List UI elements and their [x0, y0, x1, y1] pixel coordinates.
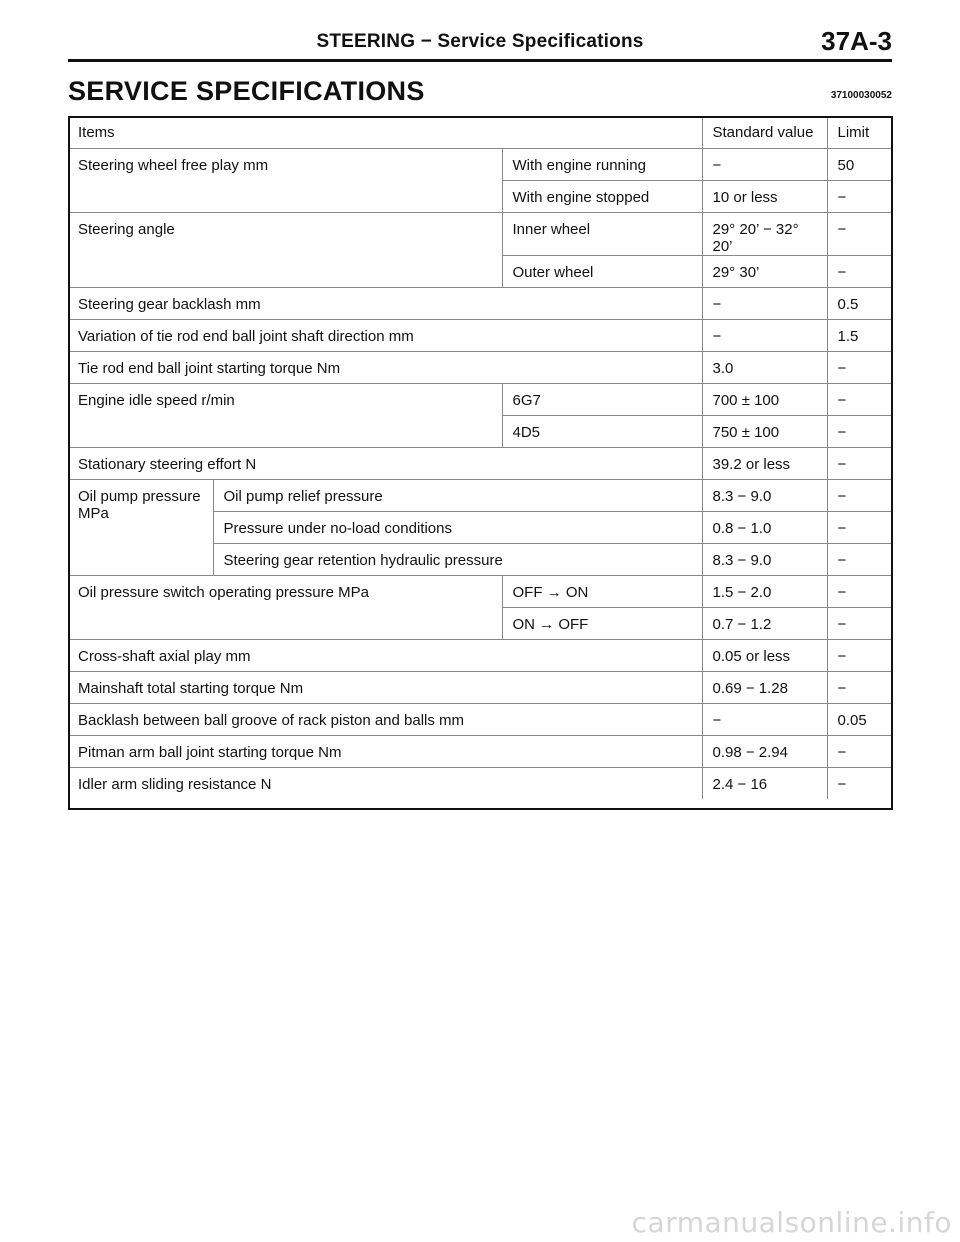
item-cell: Oil pump relief pressure [213, 479, 702, 511]
limit-cell: − [827, 180, 893, 212]
item-cell: Pressure under no-load conditions [213, 511, 702, 543]
limit-cell: − [827, 447, 893, 479]
limit-cell: 0.05 [827, 703, 893, 735]
item-cell: Mainshaft total starting torque Nm [68, 671, 702, 703]
condition-cell: 6G7 [502, 383, 702, 415]
table-row [68, 212, 893, 255]
standard-cell: 39.2 or less [702, 447, 827, 479]
standard-cell: 29° 20’ − 32° 20’ [702, 212, 827, 255]
limit-cell: − [827, 383, 893, 415]
table-row [68, 383, 893, 415]
limit-cell: 50 [827, 148, 893, 180]
limit-cell: − [827, 575, 893, 607]
standard-cell: 29° 30’ [702, 255, 827, 287]
limit-cell: − [827, 255, 893, 287]
limit-cell: − [827, 735, 893, 767]
table-row [68, 351, 893, 383]
condition-cell: 4D5 [502, 415, 702, 447]
table-row [68, 735, 893, 767]
header-items: Items [78, 124, 115, 141]
table-header-row [68, 116, 893, 148]
item-cell: Tie rod end ball joint starting torque Nm [68, 351, 702, 383]
condition-cell: With engine running [502, 148, 702, 180]
standard-cell: − [702, 287, 827, 319]
standard-cell: 8.3 − 9.0 [702, 543, 827, 575]
page-number: 37A-3 [821, 26, 892, 56]
limit-cell: − [827, 351, 893, 383]
table-row [68, 575, 893, 607]
standard-cell: 0.8 − 1.0 [702, 511, 827, 543]
standard-cell: 10 or less [702, 180, 827, 212]
table-row [68, 447, 893, 479]
table-row [68, 148, 893, 180]
condition-cell: OFF → ON [502, 575, 702, 607]
limit-cell: − [827, 511, 893, 543]
item-cell: Oil pressure switch operating pressure MPa [68, 575, 502, 639]
item-cell: Steering angle [68, 212, 502, 287]
standard-cell: 8.3 − 9.0 [702, 479, 827, 511]
item-cell: Idler arm sliding resistance N [68, 767, 702, 799]
table-row [68, 703, 893, 735]
limit-cell: − [827, 607, 893, 639]
header-standard-value: Standard value [702, 116, 827, 148]
condition-cell: Outer wheel [502, 255, 702, 287]
item-cell: Steering wheel free play mm [68, 148, 502, 212]
standard-cell: 700 ± 100 [702, 383, 827, 415]
standard-cell: 3.0 [702, 351, 827, 383]
section-title: SERVICE SPECIFICATIONS [68, 76, 425, 106]
item-cell: Steering gear backlash mm [68, 287, 702, 319]
limit-cell: − [827, 767, 893, 799]
item-cell: Pitman arm ball joint starting torque Nm [68, 735, 702, 767]
table-row [68, 319, 893, 351]
group-cell: Oil pump pressure MPa [68, 479, 213, 575]
standard-cell: 0.05 or less [702, 639, 827, 671]
table-row [68, 671, 893, 703]
table-row [68, 767, 893, 799]
limit-cell: 0.5 [827, 287, 893, 319]
limit-cell: 1.5 [827, 319, 893, 351]
standard-cell: 0.7 − 1.2 [702, 607, 827, 639]
header-limit: Limit [827, 116, 893, 148]
item-cell: Backlash between ball groove of rack piston and balls mm [68, 703, 702, 735]
limit-cell: − [827, 479, 893, 511]
watermark: carmanualsonline.info [631, 1206, 952, 1239]
limit-cell: − [827, 415, 893, 447]
limit-cell: − [827, 212, 893, 255]
page-header-title: STEERING − Service Specifications [316, 31, 644, 52]
condition-cell: With engine stopped [502, 180, 702, 212]
item-cell: Engine idle speed r/min [68, 383, 502, 447]
standard-cell: 0.98 − 2.94 [702, 735, 827, 767]
standard-cell: − [702, 148, 827, 180]
limit-cell: − [827, 639, 893, 671]
standard-cell: 2.4 − 16 [702, 767, 827, 799]
item-cell: Stationary steering effort N [68, 447, 702, 479]
standard-cell: − [702, 703, 827, 735]
table-row [68, 639, 893, 671]
section-code: 37100030052 [830, 90, 892, 101]
table-row [68, 479, 893, 511]
standard-cell: 0.69 − 1.28 [702, 671, 827, 703]
standard-cell: 750 ± 100 [702, 415, 827, 447]
table-row [68, 287, 893, 319]
item-cell: Variation of tie rod end ball joint shaft direction mm [68, 319, 702, 351]
spec-table [68, 116, 893, 799]
item-cell: Steering gear retention hydraulic pressure [213, 543, 702, 575]
standard-cell: − [702, 319, 827, 351]
condition-cell: ON → OFF [502, 607, 702, 639]
standard-cell: 1.5 − 2.0 [702, 575, 827, 607]
limit-cell: − [827, 671, 893, 703]
header-rule [68, 59, 892, 62]
condition-cell: Inner wheel [502, 212, 702, 255]
limit-cell: − [827, 543, 893, 575]
item-cell: Cross-shaft axial play mm [68, 639, 702, 671]
